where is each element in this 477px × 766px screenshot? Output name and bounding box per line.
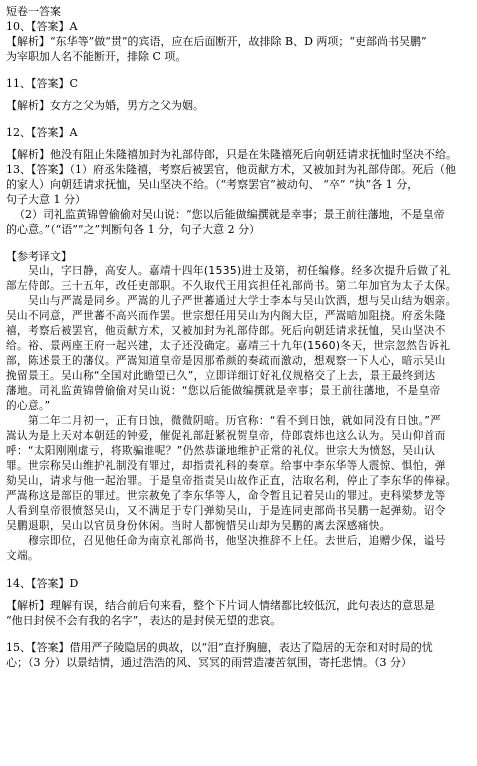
answer-13-line: 的家人）向朝廷请求抚恤，吴山坚决不给。（“考察罢官”被动句、 “卒” “执”各 1 分，	[6, 178, 419, 191]
answer-11	[6, 76, 470, 113]
translation-line: 嵩认为是上天对本朝廷的钟爱，催促礼部赶紧祝贺皇帝，侍郎袁炜也这么认为。吴山仰首而	[6, 430, 446, 442]
translation-line: 部左侍郎。三十五年，改任吏部职。不久取代王用宾担任礼部尚书。第二年加官为太子太保。	[6, 280, 457, 292]
translation-line: 部，陈述景王的藩仪。严嵩知道皇帝是因那希颜的奏疏而激动，想观察一下人心，暗示吴山	[6, 355, 446, 367]
translation-head: 【参考译文】	[6, 250, 72, 263]
answer-12-line: 【解析】他没有阻止朱隆禧加封为礼部侍郎，只是在朱隆禧死后向朝廷请求抚恤时坚决不给。	[6, 148, 457, 161]
answer-14	[6, 576, 470, 628]
translation-line: 人看到皇帝很愤怒吴山，又不满足于专门弹劾吴山，于是连同吏部尚书吴鹏一起弹劾。诏令	[6, 505, 446, 517]
translation-line: 第二年二月初一，正有日蚀，微微阴暗。历官称：“看不到日蚀，就如同没有日蚀。”严	[28, 415, 442, 427]
answer-11-line: 【解析】女方之父为婚，男方之父为姻。	[6, 99, 204, 112]
answer-14-line: “他日封侯不会有我的名字”，表达的是封侯无望的悲哀。	[6, 614, 282, 627]
translation-line: 穆宗即位，召见他任命为南京礼部尚书，他坚决推辞不上任。去世后，追赠少保，谥号	[28, 535, 446, 547]
page-title: 短卷一答案	[6, 5, 61, 18]
answer-15-line: 心；（3 分）以景结情，通过浩浩的风、冥冥的雨营造凄苦氛围，寄托悲情。（3 分）	[6, 656, 412, 669]
answer-13-line: 的心意。”（“语”“之”判断句各 1 分，句子大意 2 分）	[6, 223, 261, 236]
answer-12	[6, 125, 470, 162]
answer-14-head: 14、【答案】D	[6, 577, 79, 590]
answer-11-head: 11、【答案】C	[6, 77, 78, 90]
translation-line: 吴山不同意，严世蕃不高兴而作罢。世宗想任用吴山为内阁大臣，严嵩暗加阻挠。府丞朱隆	[6, 310, 446, 322]
answer-10-line: 为宰职加人名不能断开，排除 C 项。	[6, 50, 187, 63]
translation-line: 严嵩称这是部臣的罪过。世宗赦免了李东华等人，命令暂且记着吴山的罪过。吏科梁梦龙等	[6, 490, 446, 502]
answer-13-line: （2）司礼监黄锦曾偷偷对吴山说：“您以后能做编撰就是幸事；景王前往藩地，不是皇帝	[14, 208, 445, 221]
translation-line: 禧，考察后被罢官，他贡献方术，又被加封为礼部侍郎。死后向朝廷请求抚恤，吴山坚决不	[6, 325, 446, 337]
answer-10-head: 10、【答案】A	[6, 20, 78, 33]
translation-line: 吴山与严嵩是同乡。严嵩的儿子严世蕃通过大学士李本与吴山饮酒，想与吴山结为姻亲。	[28, 295, 457, 307]
answer-15-line: 15、【答案】借用严子陵隐居的典故，以“泪”直抒胸臆，表达了隐居的无奈和对时局的忧	[6, 641, 433, 654]
translation-line: 吴山，字曰静，高安人。嘉靖十四年(1535)进士及第，初任编修。经多次提升后做了礼	[28, 265, 451, 277]
translation-line: 呼：“太阳刚刚虚亏，将欺骗谁呢？”仍然恭谦地维护正常的礼仪。世宗大为愤怒，吴山认	[6, 445, 436, 457]
reference-translation	[6, 249, 470, 564]
answer-15	[6, 640, 470, 670]
answer-13	[6, 162, 470, 237]
answer-12-head: 12、【答案】A	[6, 126, 78, 139]
translation-line: 藩地。司礼监黄锦曾偷偷对吴山说：“您以后能做编撰就是幸事；景王前往藩地，不是皇帝	[6, 385, 441, 397]
answer-10-line: 【解析】“东华等”做“贯”的宾语，应在后面断开，故排除 B、D 两项；“吏部尚书吴鹏”	[6, 35, 427, 48]
translation-line: 罪。世宗称吴山维护礼制没有罪过，却指责礼科的奏章。给事中李东华等人震惊、惧怕，弹	[6, 460, 446, 472]
translation-line: 挽留景王。吴山称“全国对此瞻望已久”，立即详细订好礼仪规格交了上去，景王最终到达	[6, 370, 436, 382]
translation-line: 的心意。”	[6, 400, 51, 412]
answer-13-line: 13、【答案】（1）府丞朱隆禧，考察后被罢官，他贡献方术，又被加封为礼部侍郎。死后（他	[6, 163, 456, 176]
answer-14-line: 【解析】理解有误，结合前后句来看，整个下片词人情绪都比较低沉，此句表达的意思是	[6, 599, 435, 612]
translation-line: 文端。	[6, 550, 39, 562]
answer-10	[6, 19, 470, 64]
answer-13-line: 句子大意 1 分）	[6, 193, 86, 206]
translation-line: 吴鹏退职，吴山以官员身份休闲。当时人都惋惜吴山却为吴鹏的离去深感痛快。	[6, 520, 391, 532]
translation-line: 给。裕、景两座王府一起兴建，太子还没确定。嘉靖三十九年(1560)冬天，世宗忽然告诉礼	[6, 340, 451, 352]
translation-line: 劾吴山，请求与他一起治罪。于是皇帝指责吴山故作正直，沽取名利，停止了李东华的俸禄。	[6, 475, 457, 487]
